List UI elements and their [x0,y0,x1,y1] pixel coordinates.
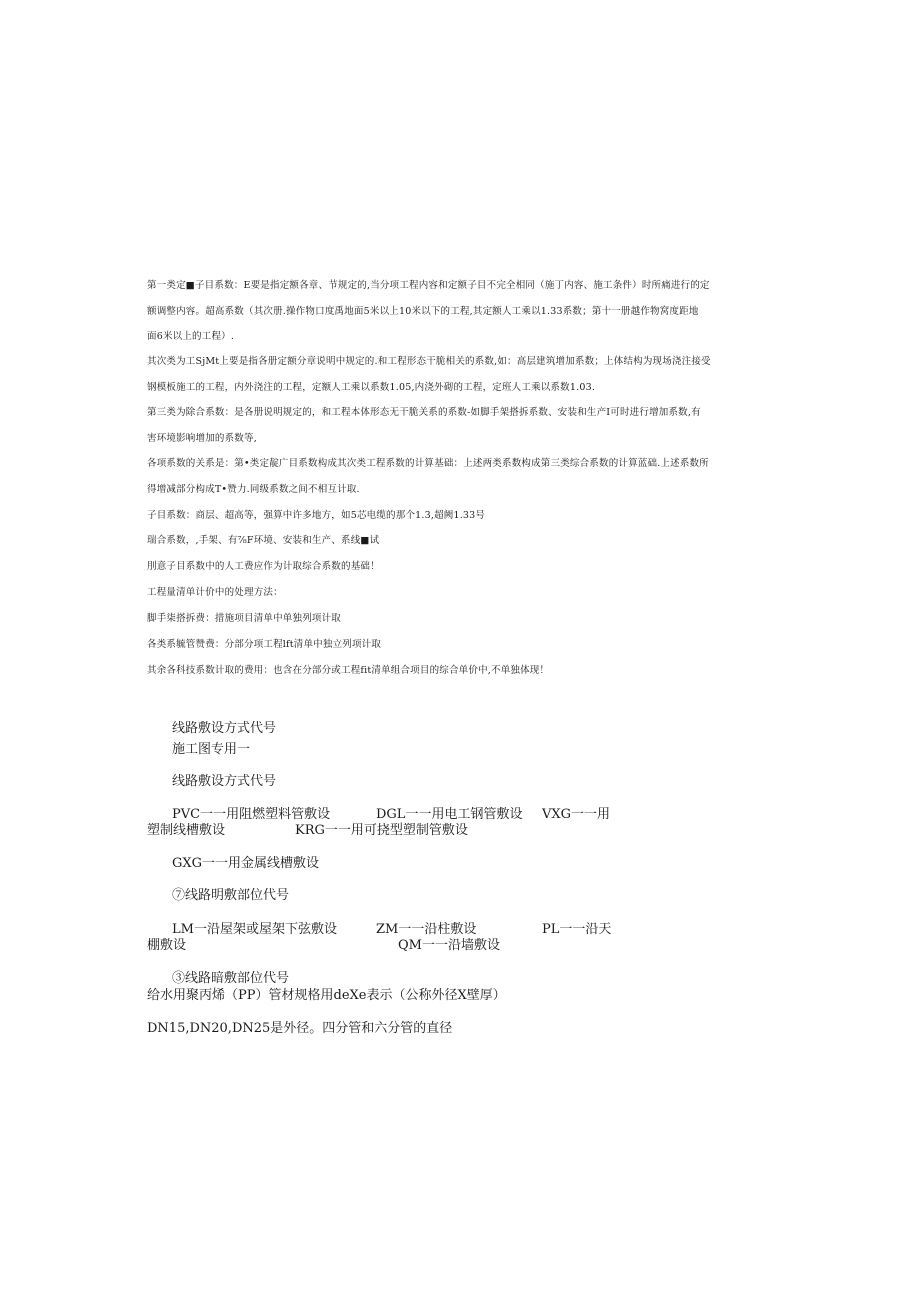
diameter-note: DN15,DN20,DN25是外径。四分管和六分管的直径 [147,1021,453,1036]
coefficient-line: 瑞合系数，,手架、有⅞F环境、安装和生产、系线■试 [147,535,380,546]
wiring-heading: 线路敷设方式代号 [172,774,277,789]
coefficient-line: 其次类为工SjMt上要是指各册定额分章说明中规定的.和工程形态干脆相关的系数,如：高层建筑增加系数；上体结构为现场浇注接受 [147,356,711,367]
wiring-heading: ③线路暗敷部位代号 [172,971,290,986]
coefficient-line: 脚手柒搭拆费：措施项目清单中单独列项计取 [147,613,342,624]
code-gxg: GXG一一用金属线槽敷设 [172,856,320,871]
wiring-heading: ⑦线路明敷部位代号 [172,888,290,903]
code-qm: QM一一沿墙敷设 [398,938,500,953]
drawing-note: 施工图专用一 [172,742,251,757]
coefficient-line: 子目系数：商层、超高等，强算中许多地方，如5芯电缆的那个1.3,超阙1.33号 [147,510,486,521]
coefficient-line: 额调整内容。超高系数（其次册.操作物口度禹地面5米以上10米以下的工程,其定额人工乘以1.33系数；第十一册越作物窝度距地 [147,306,699,317]
coefficient-line: 钢模板施工的工程，内外浇注的工程，定额人工乘以系数1.05,内浇外砌的工程，定班人工乘以系数1.03. [147,382,596,393]
coefficient-line: 工程量清单计价中的处理方法： [147,587,283,598]
coefficient-line: 各项系数的关系是：第•类定靛广目系数构成其次类工程系数的计算基础：上述两类系数构成第三类综合系数的计算蓝础.上述系数所 [147,458,709,469]
code-pl: PL一一沿天 [542,922,612,937]
coefficient-line: 其余各科技系数计取的费用：也含在分部分或工程fit清单组合项目的综合单价中,不单独体现！ [147,665,550,676]
wiring-heading: 线路敷设方式代号 [172,721,277,736]
coefficient-line: 各类系毓管赞费：分部分项工程lft清单中独立列项计取 [147,639,382,650]
coefficient-line: 面6米以上的工程）. [147,331,235,342]
code-vxg-cont: 塑制线槽敷设 [147,823,226,838]
pipe-spec-note: 给水用聚丙烯（PP）管材规格用deXe表示（公称外径X壁厚） [147,988,506,1003]
code-lm: LM一沿屋架或屋架下弦敷设 [172,922,337,937]
code-krg: KRG一一用可挠型塑制管敷设 [295,823,468,838]
coefficient-line: 得增减部分构成T•赞力.同级系数之间不相互计取. [147,484,360,495]
coefficient-line: 第三类为除合系数：是各册说明规定的，和工程本体形态无干脆关系的系数-如脚手架搭拆系数、安装和生产I可时进行增加系数,有 [147,407,701,418]
coefficient-line: 第一类定■子目系数：E要是指定额各章、节规定的,当分项工程内容和定额子目不完全相同（施丁内容、施工条件）时所痛进行的定 [147,280,710,291]
code-zm: ZM一一沿柱敷设 [376,922,477,937]
code-dgl: DGL一一用电工钢管敷设 [376,807,523,822]
coefficient-line: 害环境影响增加的系数等, [147,433,257,444]
code-vxg: VXG一一用 [542,807,611,822]
coefficient-line: 刖意子目系数中的人工费应作为计取综合系数的基础！ [147,561,380,572]
code-pvc: PVC一一用阻燃塑料管敷设 [172,807,331,822]
code-pl-cont: 棚敷设 [147,938,187,953]
